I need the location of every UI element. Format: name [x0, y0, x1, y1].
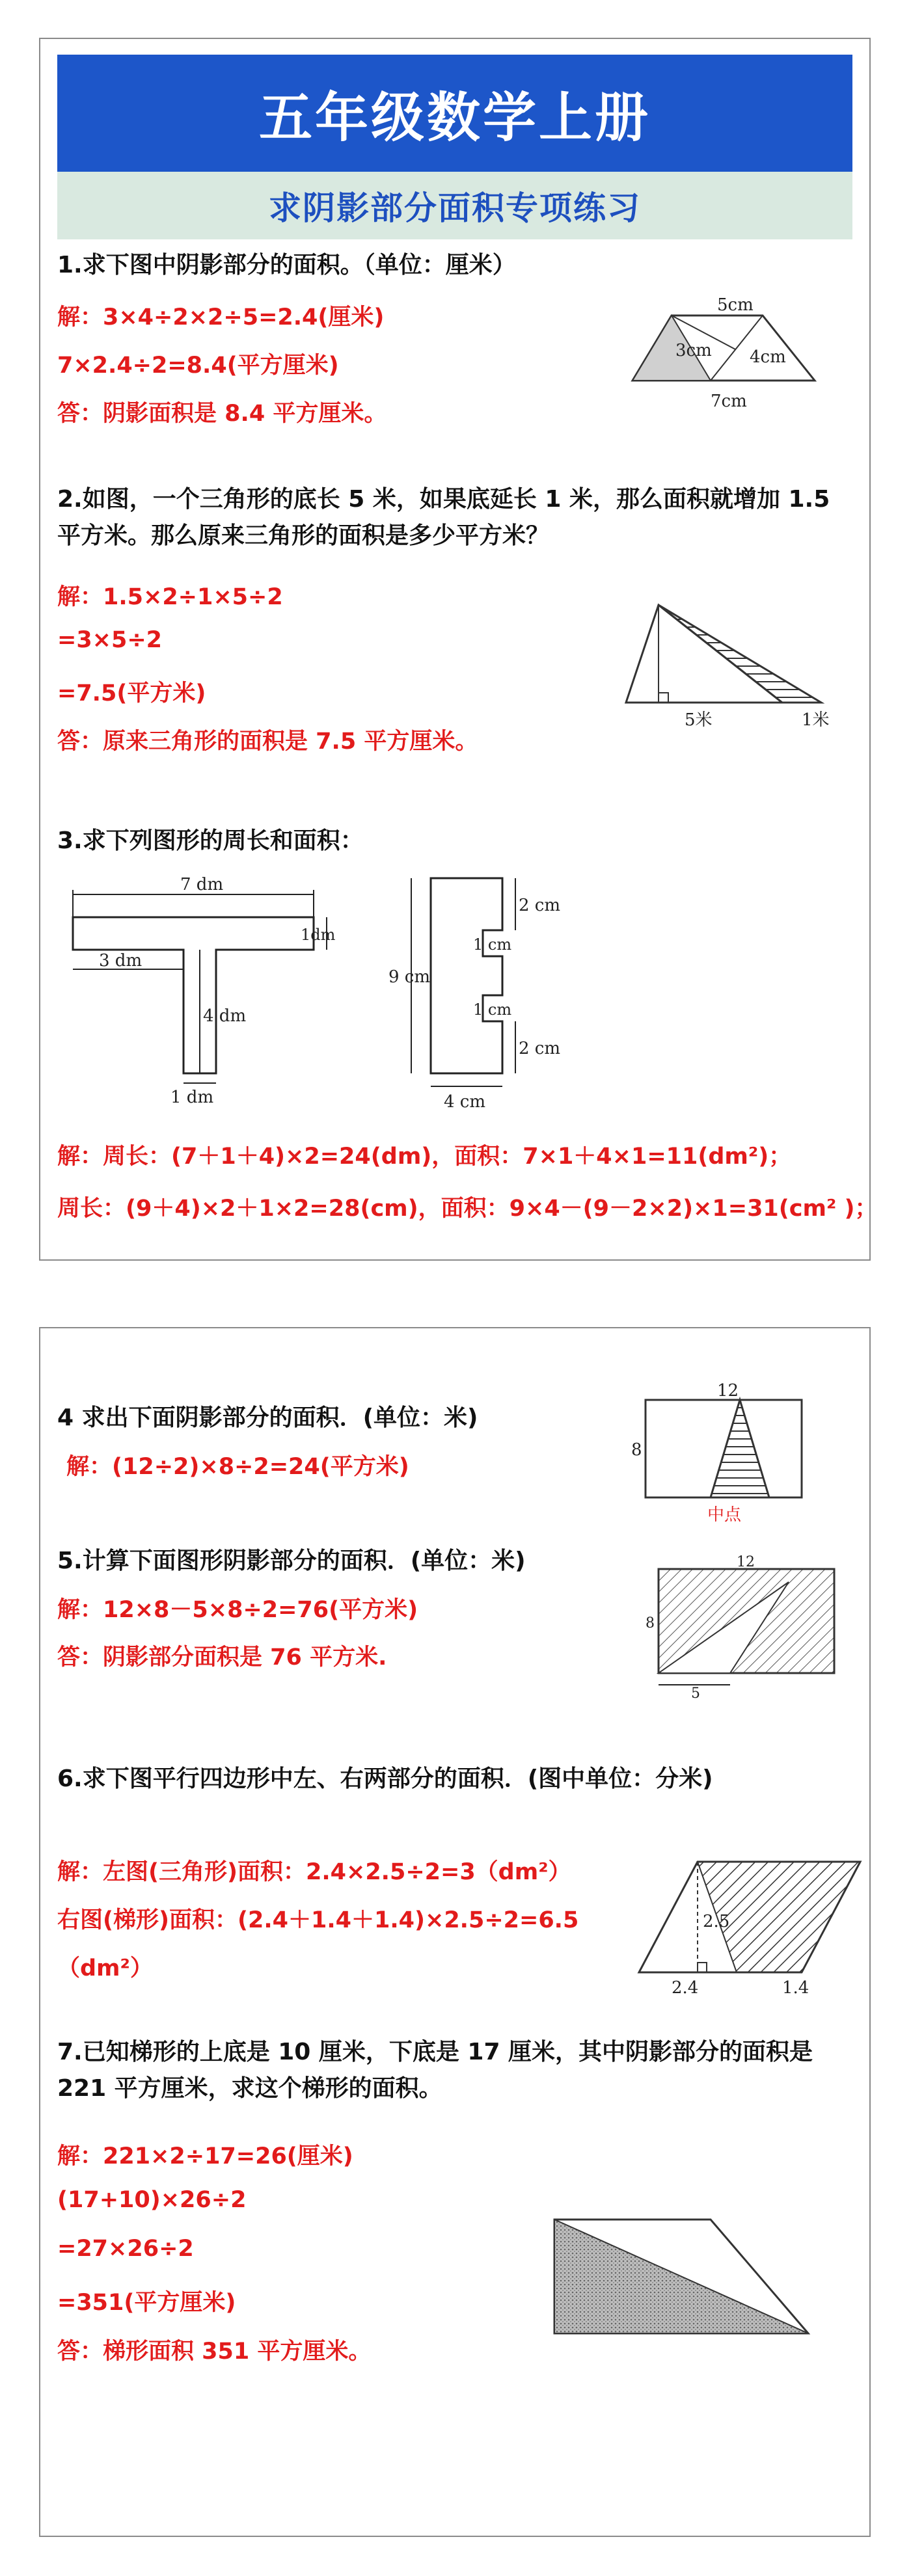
label-bottom: 1 dm	[170, 1088, 214, 1107]
problem-2-line-2: =3×5÷2	[57, 627, 163, 653]
problem-1-line-3: 答：阴影面积是 8.4 平方厘米。	[57, 401, 387, 427]
problem-6-line-2: 右图(梯形)面积：(2.4＋1.4＋1.4)×2.5÷2=6.5	[57, 1907, 579, 1933]
problem-2-line-3: =7.5(平方米)	[57, 680, 206, 706]
label-left: 3 dm	[99, 951, 143, 971]
label-height: 2.5	[703, 1912, 730, 1931]
problem-5-rectangle-figure	[639, 1554, 854, 1702]
label-height: 9 cm	[388, 967, 431, 987]
label-width: 4 cm	[444, 1092, 486, 1112]
bracket-outline	[431, 878, 502, 1073]
problem-7-line-1: 解：221×2÷17=26(厘米)	[57, 2143, 353, 2169]
problem-5-line-2: 答：阴影部分面积是 76 平方米.	[57, 1644, 387, 1670]
problem-7-trapezoid-figure	[548, 2213, 821, 2343]
label-base-left: 2.4	[672, 1978, 699, 1998]
original-triangle	[626, 605, 782, 703]
problem-4-rectangle-figure	[626, 1380, 821, 1530]
label-bottom: 7cm	[711, 392, 747, 411]
problem-1-question: 1.求下图中阴影部分的面积。（单位：厘米）	[57, 252, 516, 278]
shaded-triangle	[711, 1400, 769, 1497]
problem-5-question: 5.计算下面图形阴影部分的面积．(单位：米)	[57, 1548, 526, 1574]
problem-3-line-1: 解：周长：(7＋1＋4)×2=24(dm)，面积：7×1＋4×1=11(dm²)；	[57, 1144, 792, 1170]
problem-3-line-2: 周长：(9＋4)×2＋1×2=28(cm)，面积：9×4－(9－2×2)×1=31(cm² )；	[57, 1196, 878, 1222]
label-s4: 2 cm	[519, 1039, 561, 1058]
label-side: 8	[646, 1615, 655, 1631]
problem-5-line-1: 解：12×8－5×8÷2=76(平方米)	[57, 1597, 418, 1623]
label-left: 3cm	[675, 341, 712, 360]
problem-7-line-4: =351(平方厘米)	[57, 2290, 236, 2316]
worksheet-page-2	[39, 1327, 871, 2537]
problem-2-line-4: 答：原来三角形的面积是 7.5 平方厘米。	[57, 729, 478, 755]
problem-7-line-5: 答：梯形面积 351 平方厘米。	[57, 2339, 372, 2365]
label-s2: 1 cm	[473, 935, 512, 954]
label-side: 1dm	[301, 926, 336, 944]
label-s1: 2 cm	[519, 896, 561, 915]
problem-1-line-1: 解：3×4÷2×2÷5=2.4(厘米)	[57, 304, 385, 330]
problem-1-line-2: 7×2.4÷2=8.4(平方厘米)	[57, 353, 339, 379]
label-base: 5	[691, 1685, 700, 1702]
label-right: 4cm	[750, 347, 786, 367]
problem-7-question: 7.已知梯形的上底是 10 厘米，下底是 17 厘米，其中阴影部分的面积是 221 平方厘米，求这个梯形的面积。	[57, 2039, 813, 2102]
shaded-triangle	[554, 2220, 808, 2333]
problem-3-t-shape-figure	[66, 872, 366, 1112]
label-stem: 4 dm	[203, 1006, 247, 1026]
label-s3: 1 cm	[473, 1000, 512, 1019]
problem-4-line-1: 解：(12÷2)×8÷2=24(平方米)	[66, 1454, 409, 1480]
label-top: 12	[737, 1554, 755, 1570]
label-extension: 1米	[802, 710, 830, 730]
problem-2-question: 2.如图，一个三角形的底长 5 米，如果底延长 1 米，那么面积就增加 1.5 平方米。那么原来三角形的面积是多少平方米？	[57, 486, 830, 549]
label-base: 5米	[685, 710, 713, 730]
label-top: 7 dm	[180, 875, 224, 894]
problem-3-bracket-shape-figure	[385, 872, 593, 1119]
label-base-right: 1.4	[782, 1978, 809, 1998]
label-top: 5cm	[717, 295, 754, 315]
worksheet-page-1	[39, 38, 878, 1261]
page-title: 五年级数学上册	[57, 55, 852, 172]
label-side: 8	[631, 1440, 642, 1460]
t-shape-outline	[73, 917, 314, 1073]
label-midpoint: 中点	[707, 1505, 742, 1525]
problem-4-question: 4 求出下面阴影部分的面积．(单位：米)	[57, 1404, 478, 1431]
problem-1-trapezoid-figure	[626, 296, 847, 413]
problem-6-line-1: 解：左图(三角形)面积：2.4×2.5÷2=3（dm²）	[57, 1859, 571, 1885]
label-top: 12	[717, 1381, 739, 1401]
problem-7-line-2: (17+10)×26÷2	[57, 2187, 247, 2213]
problem-3-question: 3.求下列图形的周长和面积：	[57, 827, 364, 854]
problem-6-question: 6.求下图平行四边形中左、右两部分的面积．(图中单位：分米)	[57, 1765, 713, 1792]
page-subtitle: 求阴影部分面积专项练习	[57, 172, 852, 239]
extension-shaded	[659, 605, 821, 703]
problem-2-line-1: 解：1.5×2÷1×5÷2	[57, 584, 283, 610]
problem-2-triangle-figure	[613, 592, 847, 729]
problem-6-line-3: （dm²）	[57, 1955, 153, 1981]
problem-7-line-3: =27×26÷2	[57, 2236, 194, 2262]
problem-6-parallelogram-figure	[626, 1849, 873, 1998]
